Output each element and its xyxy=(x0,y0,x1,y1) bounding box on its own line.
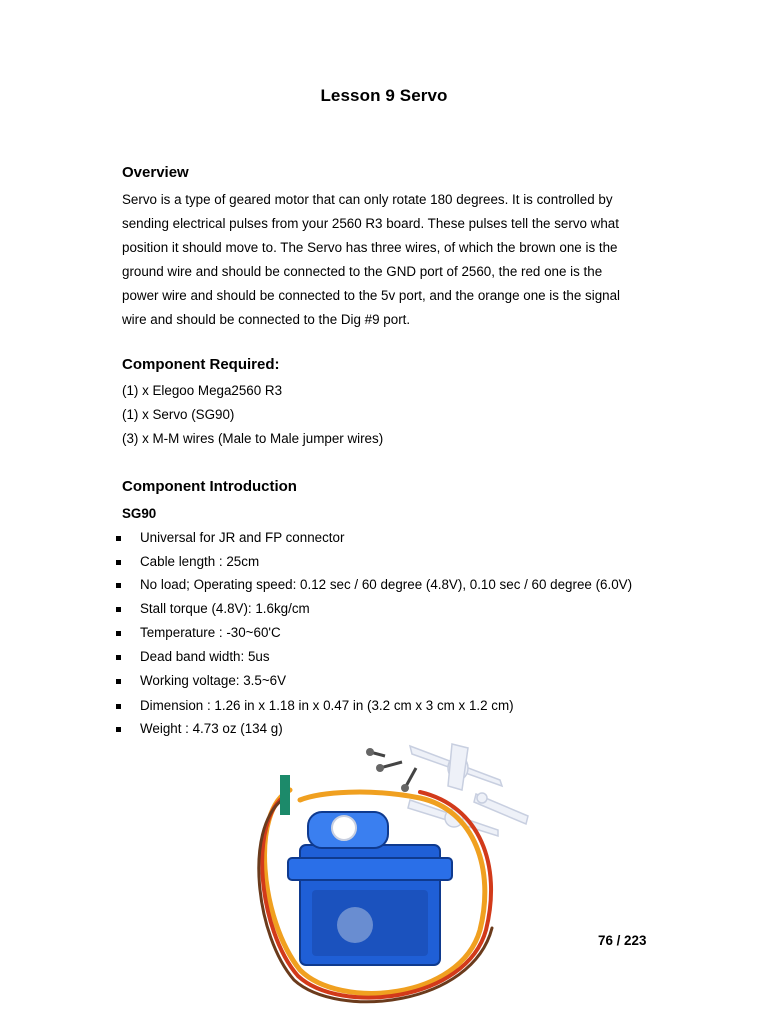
overview-line: power wire and should be connected to the 5v port, and the orange one is the signal xyxy=(122,288,621,303)
bullet-icon xyxy=(116,655,121,660)
overview-line: position it should move to. The Servo has three wires, of which the brown one is the xyxy=(122,240,618,255)
overview-paragraph xyxy=(122,188,648,332)
screw-icon xyxy=(366,748,416,792)
spec-text: Weight : 4.73 oz (134 g) xyxy=(140,721,283,736)
component-item: (1) x Servo (SG90) xyxy=(122,407,235,422)
bullet-icon xyxy=(116,607,121,612)
spec-text: Universal for JR and FP connector xyxy=(140,530,345,545)
spec-text: No load; Operating speed: 0.12 sec / 60 degree (4.8V), 0.10 sec / 60 degree (6.0V) xyxy=(140,577,633,592)
model-subheading: SG90 xyxy=(122,506,157,521)
servo-body xyxy=(280,775,452,965)
page-number: 76 / 223 xyxy=(598,933,647,948)
spec-text: Cable length : 25cm xyxy=(140,554,260,569)
servo-illustration xyxy=(240,740,540,1010)
spec-text: Working voltage: 3.5~6V xyxy=(140,673,287,688)
bullet-icon xyxy=(116,536,121,541)
spec-text: Dimension : 1.26 in x 1.18 in x 0.47 in (3.2 cm x 3 cm x 1.2 cm) xyxy=(140,698,514,713)
bullet-icon xyxy=(116,583,121,588)
spec-text: Stall torque (4.8V): 1.6kg/cm xyxy=(140,601,310,616)
bullet-icon xyxy=(116,560,121,565)
bullet-icon xyxy=(116,727,121,732)
component-item: (3) x M-M wires (Male to Male jumper wires) xyxy=(122,431,384,446)
overview-line: sending electrical pulses from your 2560 R3 board. These pulses tell the servo what xyxy=(122,216,619,231)
overview-heading: Overview xyxy=(122,164,189,181)
bullet-icon xyxy=(116,704,121,709)
components-heading: Component Required: xyxy=(122,356,280,373)
overview-line: ground wire and should be connected to the GND port of 2560, the red one is the xyxy=(122,264,603,279)
page-title: Lesson 9 Servo xyxy=(320,86,448,105)
spec-text: Temperature : -30~60'C xyxy=(140,625,281,640)
bullet-icon xyxy=(116,679,121,684)
component-item: (1) x Elegoo Mega2560 R3 xyxy=(122,383,283,398)
introduction-heading: Component Introduction xyxy=(122,478,297,495)
spec-text: Dead band width: 5us xyxy=(140,649,270,664)
overview-line: wire and should be connected to the Dig #9 port. xyxy=(122,312,411,327)
bullet-icon xyxy=(116,631,121,636)
overview-line: Servo is a type of geared motor that can only rotate 180 degrees. It is controlled by xyxy=(122,192,613,207)
